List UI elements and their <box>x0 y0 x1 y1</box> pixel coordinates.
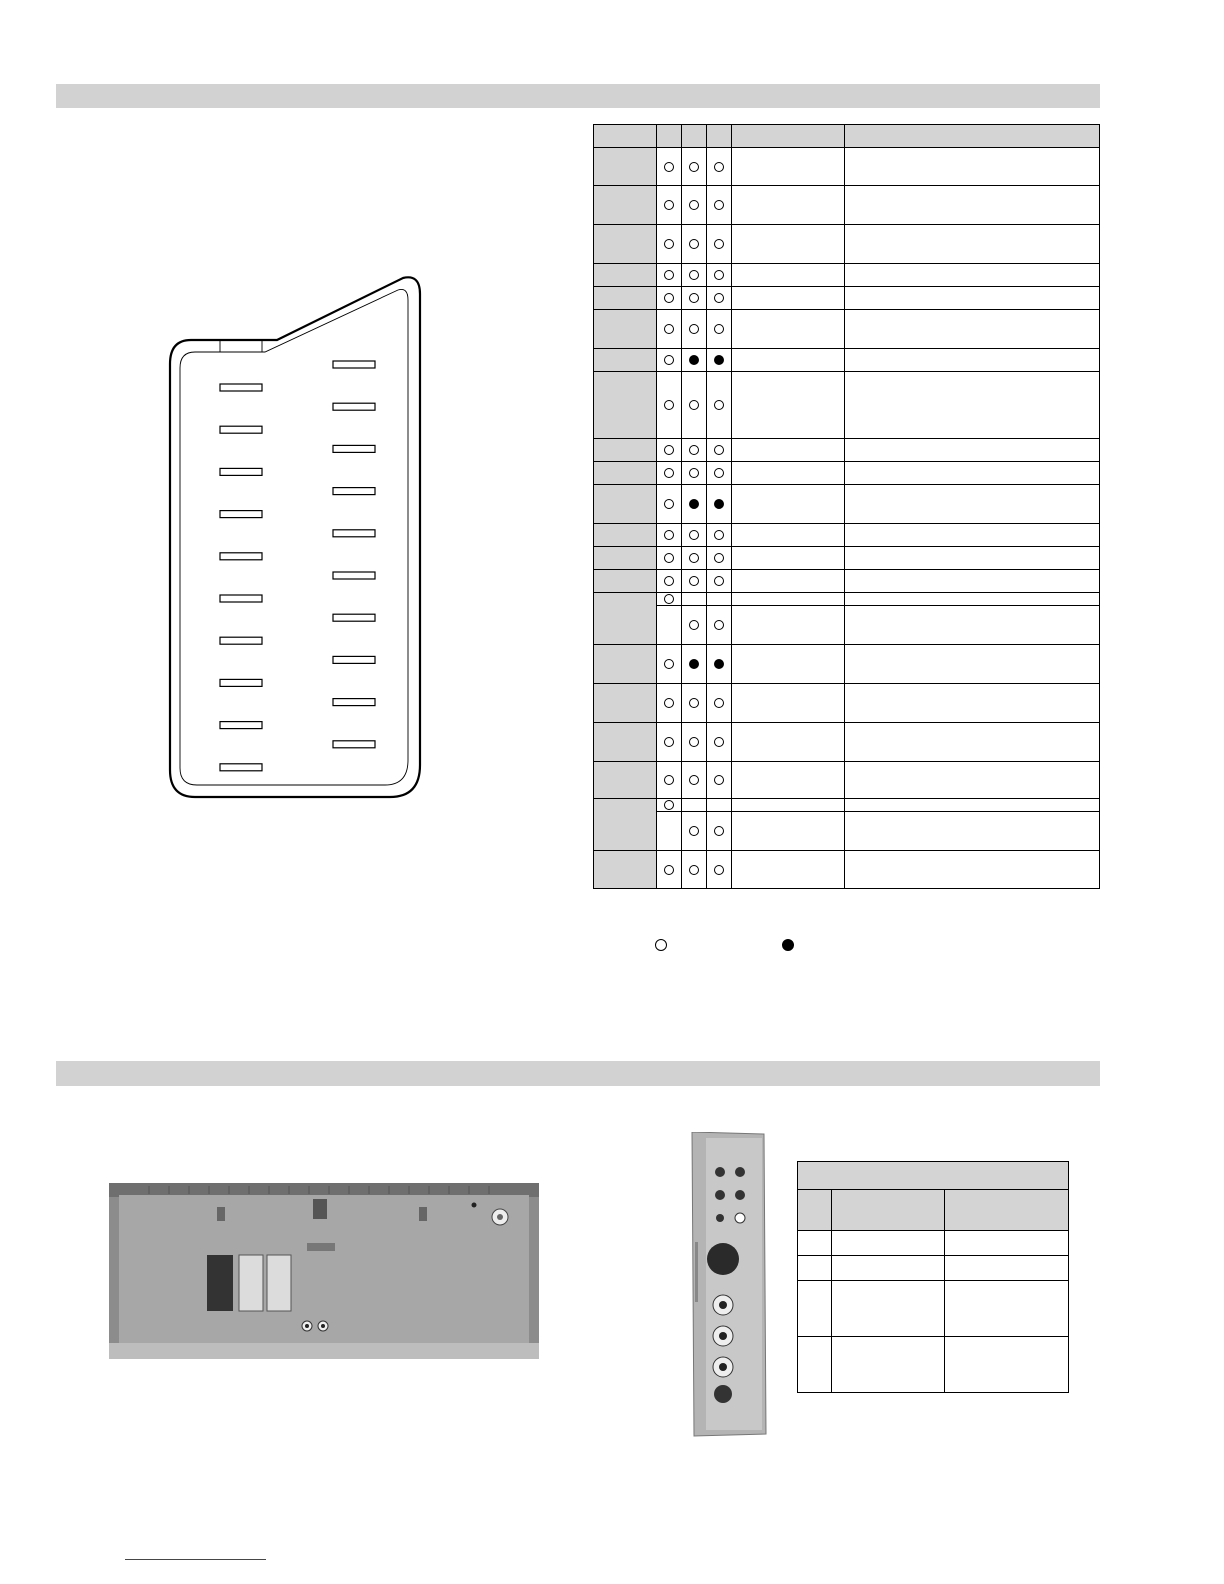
open-circle-icon <box>689 324 699 334</box>
mode-cell <box>707 799 732 812</box>
header-cell <box>682 125 707 148</box>
mode-cell <box>682 310 707 349</box>
table-row <box>594 310 1100 349</box>
open-circle-icon <box>664 239 674 249</box>
mode-cell <box>657 287 682 310</box>
open-circle-icon <box>689 865 699 875</box>
pin-number-cell <box>594 524 657 547</box>
mode-cell <box>682 524 707 547</box>
description-cell <box>845 799 1100 812</box>
signal-cell <box>732 485 845 524</box>
open-circle-icon <box>689 468 699 478</box>
table-row <box>798 1337 1069 1393</box>
description-cell <box>845 684 1100 723</box>
scart-pin-table <box>593 124 1100 889</box>
open-circle-icon <box>689 620 699 630</box>
mode-cell <box>707 372 732 439</box>
mode-cell <box>657 148 682 186</box>
open-circle-icon <box>664 270 674 280</box>
table-row <box>594 851 1100 889</box>
mode-cell <box>657 225 682 264</box>
table-row <box>594 462 1100 485</box>
table-row <box>798 1231 1069 1256</box>
mode-cell <box>707 462 732 485</box>
pin-number-cell <box>594 225 657 264</box>
filled-circle-icon <box>714 499 724 509</box>
table-row <box>594 186 1100 225</box>
pin-number-cell <box>594 439 657 462</box>
table-row <box>594 485 1100 524</box>
table-row <box>594 723 1100 762</box>
pin-table-header <box>594 125 1100 148</box>
signal-cell <box>732 684 845 723</box>
spec-table-subheader <box>798 1190 1069 1231</box>
mode-cell <box>657 593 682 606</box>
mode-cell <box>707 762 732 799</box>
signal-cell <box>732 225 845 264</box>
open-circle-icon <box>714 162 724 172</box>
filled-circle-icon <box>782 939 794 951</box>
scart-connector-diagram <box>165 270 430 805</box>
table-row <box>594 547 1100 570</box>
scart-left-pins <box>220 384 262 771</box>
mode-cell <box>682 593 707 606</box>
pin-number-cell <box>594 148 657 186</box>
description-cell <box>845 593 1100 606</box>
mode-cell <box>682 225 707 264</box>
scart-left-pin <box>220 595 262 602</box>
table-row <box>594 684 1100 723</box>
mode-cell <box>707 186 732 225</box>
mode-cell <box>707 287 732 310</box>
scart-right-pin <box>333 699 375 706</box>
mode-cell <box>707 310 732 349</box>
mode-cell <box>682 851 707 889</box>
table-row <box>798 1281 1069 1337</box>
open-circle-icon <box>664 445 674 455</box>
pin-number-cell <box>594 593 657 645</box>
mode-cell <box>707 264 732 287</box>
mode-cell <box>657 485 682 524</box>
table-row <box>594 762 1100 799</box>
open-circle-icon <box>689 200 699 210</box>
scart-right-pin <box>333 741 375 748</box>
open-circle-icon <box>689 239 699 249</box>
description-cell <box>845 225 1100 264</box>
scart-left-pin <box>220 511 262 518</box>
scart-left-pin <box>220 468 262 475</box>
pin-number-cell <box>594 851 657 889</box>
open-circle-icon <box>664 200 674 210</box>
mode-cell <box>657 762 682 799</box>
scart-right-pin <box>333 361 375 368</box>
signal-cell <box>732 593 845 606</box>
scart-right-pin <box>333 488 375 495</box>
open-circle-icon <box>689 445 699 455</box>
side-panel-photo <box>690 1132 768 1438</box>
mode-cell <box>682 812 707 851</box>
description-cell <box>845 723 1100 762</box>
mode-cell <box>707 349 732 372</box>
open-circle-icon <box>714 826 724 836</box>
mode-cell <box>707 851 732 889</box>
mode-cell <box>682 349 707 372</box>
filled-circle-icon <box>689 499 699 509</box>
open-circle-icon <box>664 530 674 540</box>
pin-number-cell <box>594 645 657 684</box>
description-cell <box>845 186 1100 225</box>
mode-cell <box>657 684 682 723</box>
description-cell <box>845 462 1100 485</box>
mode-cell <box>707 723 732 762</box>
mode-cell <box>707 606 732 645</box>
open-circle-icon <box>664 355 674 365</box>
scart-right-pin <box>333 403 375 410</box>
pin-number-cell <box>594 462 657 485</box>
open-circle-icon <box>714 468 724 478</box>
mode-cell <box>657 645 682 684</box>
signal-cell <box>732 723 845 762</box>
footer-link[interactable] <box>125 1557 266 1560</box>
signal-cell <box>732 287 845 310</box>
pin-number-cell <box>594 762 657 799</box>
mode-cell <box>657 524 682 547</box>
description-cell <box>845 372 1100 439</box>
table-row <box>594 439 1100 462</box>
open-circle-icon <box>714 865 724 875</box>
table-row <box>594 264 1100 287</box>
description-cell <box>845 310 1100 349</box>
mode-cell <box>682 606 707 645</box>
filled-circle-icon <box>689 355 699 365</box>
pin-number-cell <box>594 287 657 310</box>
open-circle-icon <box>714 400 724 410</box>
mode-cell <box>707 593 732 606</box>
mode-cell <box>657 462 682 485</box>
description-cell <box>845 851 1100 889</box>
open-circle-icon <box>664 499 674 509</box>
mode-cell <box>707 148 732 186</box>
pin-number-cell <box>594 799 657 851</box>
mode-cell <box>707 570 732 593</box>
open-circle-icon <box>714 239 724 249</box>
open-circle-icon <box>714 270 724 280</box>
pin-number-cell <box>594 570 657 593</box>
spec-table-header <box>798 1162 1069 1190</box>
open-circle-icon <box>655 939 667 951</box>
open-circle-icon <box>689 826 699 836</box>
signal-cell <box>732 645 845 684</box>
signal-cell <box>732 570 845 593</box>
open-circle-icon <box>714 553 724 563</box>
scart-left-pin <box>220 426 262 433</box>
open-circle-icon <box>664 576 674 586</box>
scart-left-pin <box>220 553 262 560</box>
open-circle-icon <box>664 468 674 478</box>
description-cell <box>845 439 1100 462</box>
table-row <box>594 812 1100 851</box>
scart-left-pin <box>220 764 262 771</box>
open-circle-icon <box>689 270 699 280</box>
description-cell <box>845 606 1100 645</box>
header-cell <box>707 125 732 148</box>
mode-cell <box>657 186 682 225</box>
pin-number-cell <box>594 349 657 372</box>
signal-cell <box>732 524 845 547</box>
open-circle-icon <box>664 594 674 604</box>
description-cell <box>845 524 1100 547</box>
signal-cell <box>732 439 845 462</box>
mode-cell <box>682 799 707 812</box>
description-cell <box>845 570 1100 593</box>
open-circle-icon <box>714 324 724 334</box>
description-cell <box>845 645 1100 684</box>
table-row <box>594 372 1100 439</box>
open-circle-icon <box>689 775 699 785</box>
header-cell <box>732 125 845 148</box>
mode-cell <box>682 485 707 524</box>
signal-cell <box>732 264 845 287</box>
description-cell <box>845 485 1100 524</box>
open-circle-icon <box>664 553 674 563</box>
open-circle-icon <box>689 553 699 563</box>
open-circle-icon <box>714 698 724 708</box>
table-row <box>798 1256 1069 1281</box>
mode-cell <box>657 264 682 287</box>
open-circle-icon <box>664 293 674 303</box>
pin-number-cell <box>594 186 657 225</box>
scart-right-pin <box>333 572 375 579</box>
mode-cell <box>657 547 682 570</box>
pin-number-cell <box>594 723 657 762</box>
mode-cell <box>657 851 682 889</box>
filled-circle-icon <box>689 659 699 669</box>
table-row <box>594 570 1100 593</box>
mode-cell <box>682 684 707 723</box>
scart-right-pin <box>333 614 375 621</box>
signal-cell <box>732 349 845 372</box>
open-circle-icon <box>714 775 724 785</box>
description-cell <box>845 812 1100 851</box>
open-circle-icon <box>689 576 699 586</box>
mode-cell <box>707 645 732 684</box>
mode-cell <box>682 570 707 593</box>
mode-cell <box>657 310 682 349</box>
mode-cell <box>682 645 707 684</box>
open-circle-icon <box>689 737 699 747</box>
table-row <box>594 148 1100 186</box>
description-cell <box>845 349 1100 372</box>
mode-cell <box>682 547 707 570</box>
open-circle-icon <box>664 400 674 410</box>
pin-number-cell <box>594 684 657 723</box>
open-circle-icon <box>664 775 674 785</box>
mode-cell <box>707 547 732 570</box>
table-row <box>594 287 1100 310</box>
description-cell <box>845 148 1100 186</box>
description-cell <box>845 287 1100 310</box>
filled-circle-icon <box>714 355 724 365</box>
mode-cell <box>657 439 682 462</box>
pin-number-cell <box>594 547 657 570</box>
signal-cell <box>732 148 845 186</box>
table-row <box>594 799 1100 812</box>
open-circle-icon <box>689 530 699 540</box>
mode-cell <box>682 186 707 225</box>
open-circle-icon <box>664 865 674 875</box>
header-cell <box>845 125 1100 148</box>
mode-cell <box>657 372 682 439</box>
signal-cell <box>732 372 845 439</box>
mode-cell <box>682 439 707 462</box>
scart-right-pin <box>333 656 375 663</box>
open-circle-icon <box>664 800 674 810</box>
header-cell <box>657 125 682 148</box>
rear-panel-photo <box>109 1183 539 1359</box>
open-circle-icon <box>714 200 724 210</box>
open-circle-icon <box>714 445 724 455</box>
pin-number-cell <box>594 310 657 349</box>
scart-right-pin <box>333 445 375 452</box>
scart-right-pin <box>333 530 375 537</box>
mode-cell <box>707 524 732 547</box>
filled-circle-icon <box>714 659 724 669</box>
mode-cell <box>682 264 707 287</box>
signal-cell <box>732 606 845 645</box>
pin-number-cell <box>594 372 657 439</box>
open-circle-icon <box>714 293 724 303</box>
section-header-band-1 <box>56 84 1100 108</box>
mode-cell <box>657 723 682 762</box>
table-row <box>594 606 1100 645</box>
description-cell <box>845 762 1100 799</box>
mode-cell <box>657 349 682 372</box>
mode-cell <box>707 439 732 462</box>
open-circle-icon <box>689 293 699 303</box>
signal-cell <box>732 762 845 799</box>
signal-cell <box>732 310 845 349</box>
mode-cell <box>707 812 732 851</box>
open-circle-icon <box>714 620 724 630</box>
mode-cell <box>682 372 707 439</box>
open-circle-icon <box>664 737 674 747</box>
mode-cell <box>682 462 707 485</box>
mode-cell <box>682 287 707 310</box>
signal-cell <box>732 186 845 225</box>
scart-left-pin <box>220 679 262 686</box>
open-circle-icon <box>714 737 724 747</box>
open-circle-icon <box>714 576 724 586</box>
scart-left-pin <box>220 637 262 644</box>
open-circle-icon <box>689 698 699 708</box>
open-circle-icon <box>664 698 674 708</box>
signal-cell <box>732 812 845 851</box>
pin-number-cell <box>594 485 657 524</box>
header-cell <box>594 125 657 148</box>
signal-cell <box>732 851 845 889</box>
open-circle-icon <box>664 162 674 172</box>
table-row <box>594 225 1100 264</box>
mode-cell <box>682 762 707 799</box>
signal-cell <box>732 462 845 485</box>
table-row <box>594 645 1100 684</box>
open-circle-icon <box>714 530 724 540</box>
scart-left-pin <box>220 722 262 729</box>
mode-cell <box>707 225 732 264</box>
open-circle-icon <box>664 324 674 334</box>
table-row <box>594 593 1100 606</box>
signal-cell <box>732 547 845 570</box>
mode-cell <box>657 812 682 851</box>
pin-number-cell <box>594 264 657 287</box>
side-connector-table <box>797 1161 1069 1393</box>
open-circle-icon <box>689 162 699 172</box>
open-circle-icon <box>689 400 699 410</box>
table-row <box>594 349 1100 372</box>
mode-cell <box>707 684 732 723</box>
description-cell <box>845 264 1100 287</box>
table-row <box>594 524 1100 547</box>
scart-right-pins <box>333 361 375 748</box>
mode-cell <box>657 570 682 593</box>
description-cell <box>845 547 1100 570</box>
signal-cell <box>732 799 845 812</box>
mode-cell <box>657 606 682 645</box>
scart-left-pin <box>220 384 262 391</box>
mode-cell <box>682 723 707 762</box>
mode-cell <box>707 485 732 524</box>
mode-cell <box>657 799 682 812</box>
open-circle-icon <box>664 659 674 669</box>
mode-cell <box>682 148 707 186</box>
section-header-band-2 <box>56 1061 1100 1086</box>
